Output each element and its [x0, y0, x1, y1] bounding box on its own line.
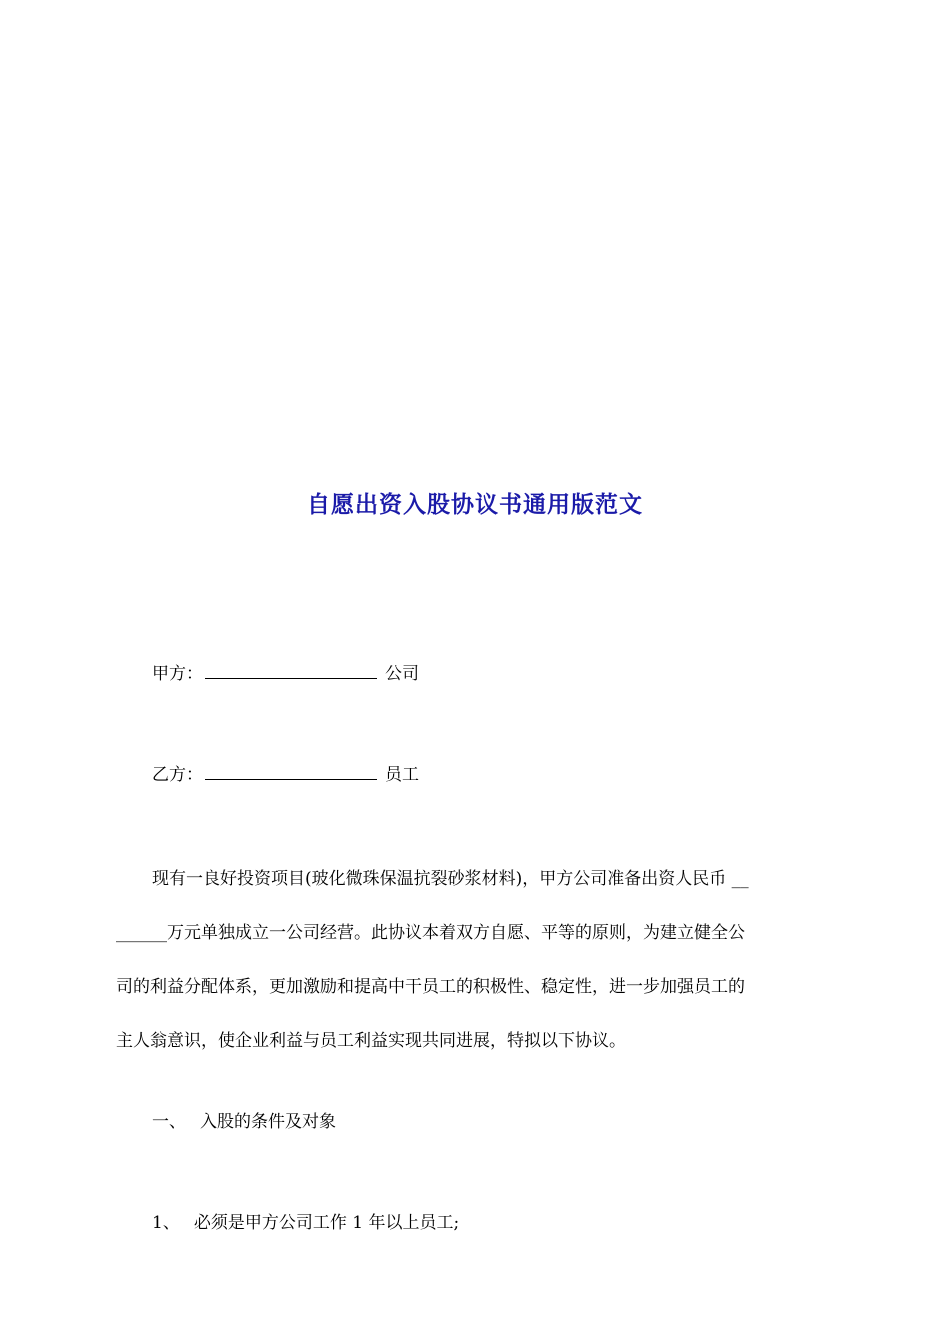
party-b-line [152, 760, 419, 785]
party-b-suffix: 员工 [385, 765, 419, 785]
section-number: 一、 [152, 1112, 186, 1132]
item-number: 1、 [152, 1213, 180, 1233]
intro-paragraph [116, 852, 838, 1068]
intro-line: 现有一良好投资项目(玻化微珠保温抗裂砂浆材料)，甲方公司准备出资人民币 __ [152, 869, 749, 889]
party-a-blank [205, 663, 377, 679]
item-text: 必须是甲方公司工作 1 年以上员工; [193, 1213, 460, 1233]
intro-line: 司的利益分配体系，更加激励和提高中干员工的积极性、稳定性，进一步加强员工的 [116, 977, 745, 997]
intro-line: ______万元单独成立一公司经营。此协议本着双方自愿、平等的原则，为建立健全公 [116, 923, 745, 943]
party-b-label: 乙方： [152, 765, 203, 785]
list-item-one [152, 1208, 459, 1233]
section-heading-one [152, 1107, 336, 1132]
section-text: 入股的条件及对象 [200, 1112, 336, 1132]
document-title: 自愿出资入股协议书通用版范文 [307, 491, 643, 518]
intro-line: 主人翁意识，使企业利益与员工利益实现共同进展，特拟以下协议。 [116, 1031, 626, 1051]
party-a-label: 甲方： [152, 664, 203, 684]
party-b-blank [205, 764, 377, 780]
party-a-line [152, 659, 419, 684]
party-a-suffix: 公司 [385, 664, 419, 684]
